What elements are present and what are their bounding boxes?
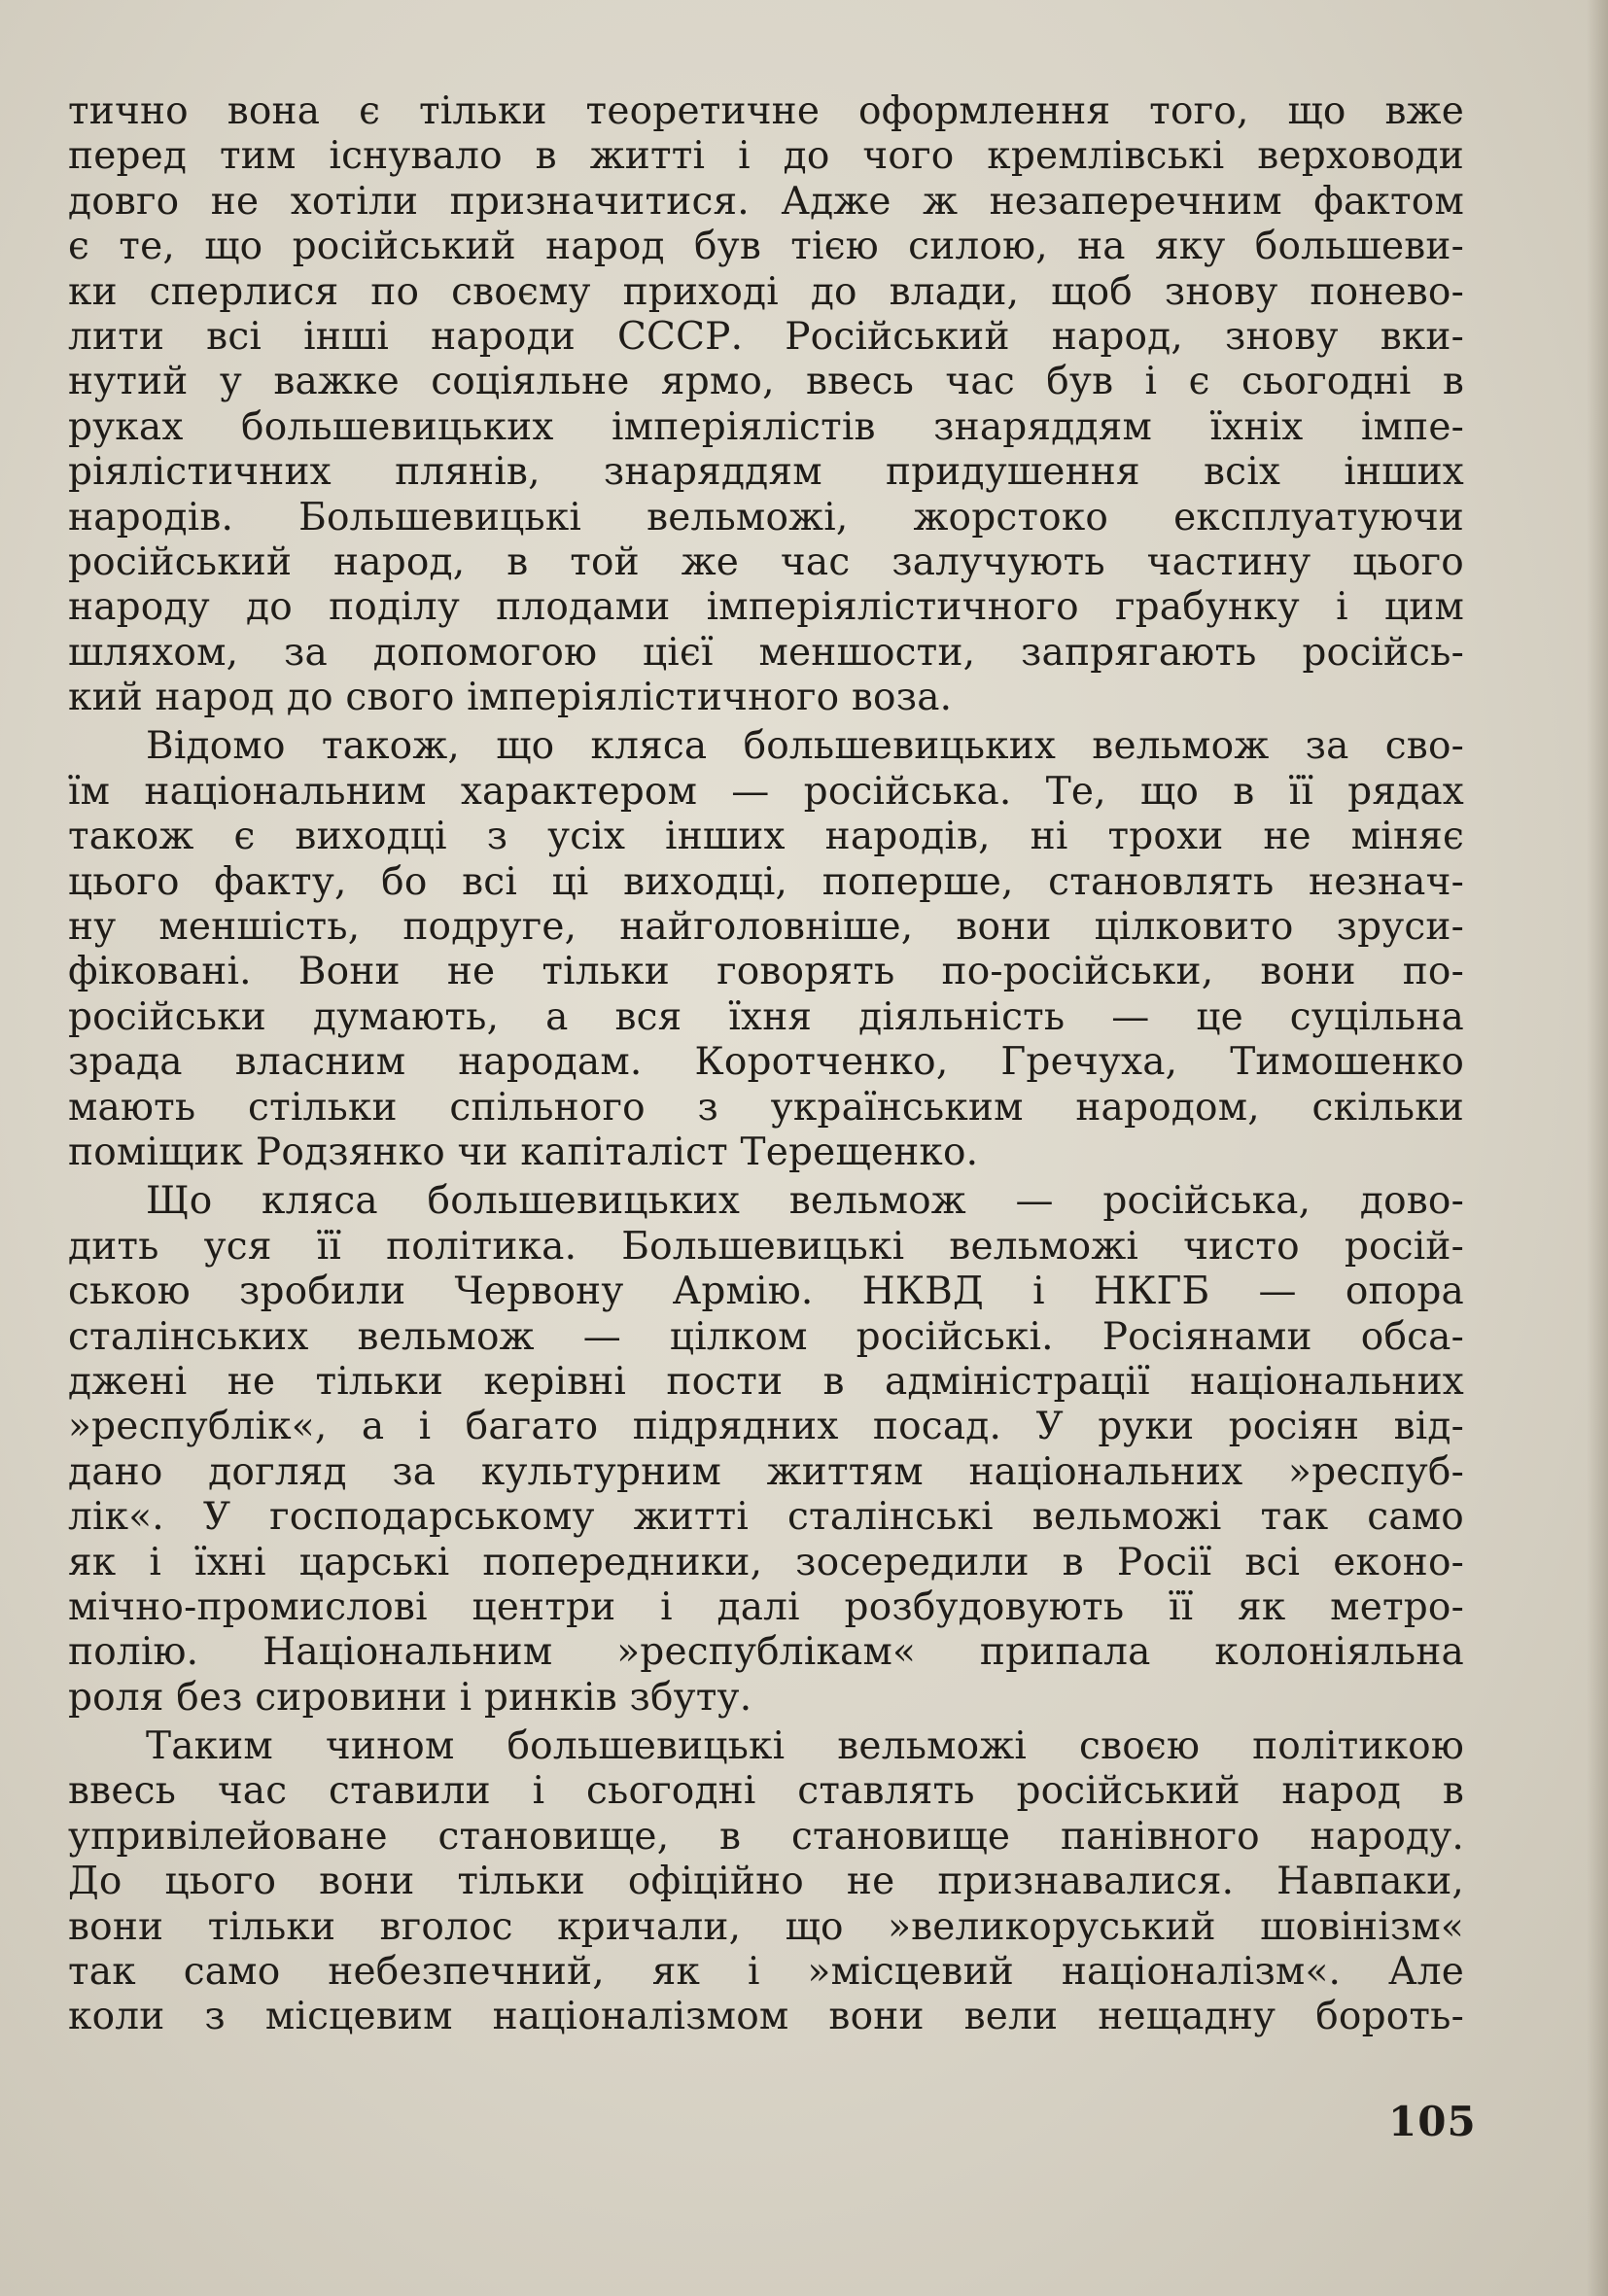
text-line: перед тим існувало в житті і до чого кремлівські верховоди [68, 134, 1464, 179]
text-line: лити всі інші народи СССР. Російський народ, знову вки- [68, 314, 1464, 359]
text-line: ну меншість, подруге, найголовніше, вони цілковито зруси- [68, 905, 1464, 950]
text-line: народу до поділу плодами імперіялістичного грабунку і цим [68, 585, 1464, 630]
text-line: лік«. У господарському житті сталінські вельможі так само [68, 1495, 1464, 1540]
text-line: довго не хотіли призначитися. Адже ж незаперечним фактом [68, 179, 1464, 224]
paragraph-3 [68, 1179, 1464, 1721]
text-line: полію. Національним »республікам« припала колоніяльна [68, 1630, 1464, 1675]
text-line: фіковані. Вони не тільки говорять по-російськи, вони по- [68, 950, 1464, 994]
text-line: коли з місцевим націоналізмом вони вели нещадну бороть- [68, 1995, 1464, 2039]
text-line: ввесь час ставили і сьогодні ставлять російський народ в [68, 1769, 1464, 1814]
text-line: упривілейоване становище, в становище панівного народу. [68, 1814, 1464, 1859]
text-line: джені не тільки керівні пости в адміністрації національних [68, 1359, 1464, 1404]
text-line: ріялістичних плянів, знаряддям придушення всіх інших [68, 450, 1464, 495]
text-line: народів. Большевицькі вельможі, жорстоко експлуатуючи [68, 495, 1464, 539]
text-line: ською зробили Червону Армію. НКВД і НКГБ — опора [68, 1270, 1464, 1314]
text-line: тично вона є тільки теоретичне оформлення того, що вже [68, 89, 1464, 133]
text-line: сталінських вельмож — цілком російські. Росіянами обса- [68, 1314, 1464, 1359]
paragraph-1 [68, 89, 1464, 720]
paragraph-4 [68, 1724, 1464, 2040]
text-line: ки сперлися по своєму приході до влади, щоб знову понево- [68, 269, 1464, 314]
page-edge-shadow [1587, 0, 1608, 2296]
text-line: шляхом, за допомогою цієї меншости, запрягають російсь- [68, 630, 1464, 675]
paragraph-2 [68, 724, 1464, 1175]
text-line: російськи думають, а вся їхня діяльність — це суцільна [68, 994, 1464, 1039]
text-line: російський народ, в той же час залучують частину цього [68, 539, 1464, 584]
text-line: вони тільки вголос кричали, що »великоруський шовінізм« [68, 1904, 1464, 1949]
text-line: як і їхні царські попередники, зосередили в Росії всі еконо- [68, 1540, 1464, 1584]
text-line: Таким чином большевицькі вельможі своєю політикою [146, 1724, 1464, 1769]
text-line: Відомо також, що кляса большевицьких вельмож за сво- [146, 724, 1464, 769]
text-line: дано догляд за культурним життям національних »респуб- [68, 1449, 1464, 1494]
text-line: поміщик Родзянко чи капіталіст Терещенко. [68, 1130, 979, 1174]
text-line: є те, що російський народ був тією силою, на яку большеви- [68, 225, 1464, 269]
text-line: мають стільки спільного з українським народом, скільки [68, 1085, 1464, 1130]
text-line: роля без сировини і ринків збуту. [68, 1675, 752, 1720]
text-line: їм національним характером — російська. Те, що в її рядах [68, 769, 1464, 814]
text-line: »республік«, а і багато підрядних посад. У руки росіян від- [68, 1405, 1464, 1449]
text-line: руках большевицьких імперіялістів знаряддям їхніх імпе- [68, 404, 1464, 449]
text-line: Що кляса большевицьких вельмож — російська, дово- [146, 1179, 1464, 1224]
page-number: 105 [1388, 2098, 1477, 2145]
text-line: зрада власним народам. Коротченко, Гречуха, Тимошенко [68, 1040, 1464, 1085]
text-line: кий народ до свого імперіялістичного воза. [68, 676, 953, 720]
body-text [68, 89, 1464, 2040]
text-line: так само небезпечний, як і »місцевий націоналізм«. Але [68, 1950, 1464, 1995]
text-line: дить уся її політика. Большевицькі вельможі чисто росій- [68, 1224, 1464, 1269]
text-line: До цього вони тільки офіційно не признавалися. Навпаки, [68, 1860, 1464, 1904]
text-line: цього факту, бо всі ці виходці, поперше, становлять незнач- [68, 859, 1464, 904]
text-line: також є виходці з усіх інших народів, ні трохи не міняє [68, 815, 1464, 859]
text-line: мічно-промислові центри і далі розбудовують її як метро- [68, 1584, 1464, 1629]
text-line: нутий у важке соціяльне ярмо, ввесь час був і є сьогодні в [68, 360, 1464, 404]
